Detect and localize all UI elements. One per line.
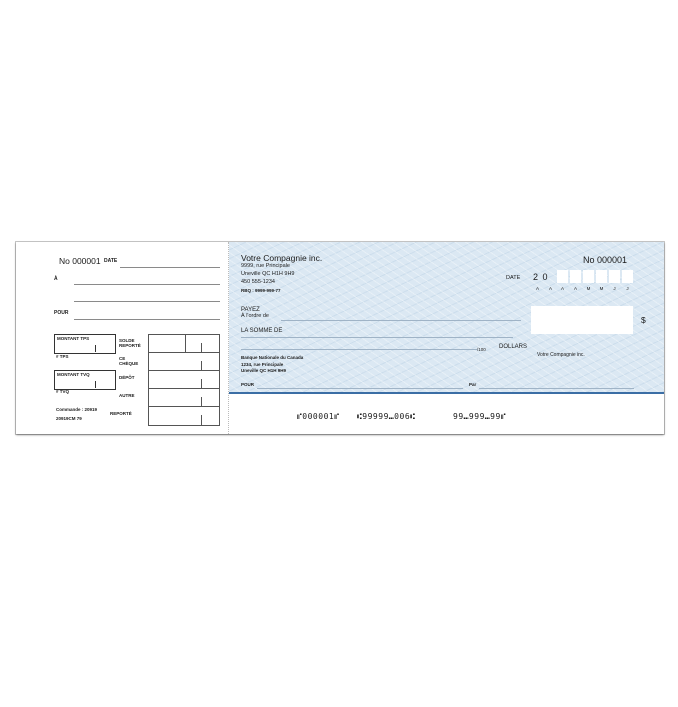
date-digit-box[interactable] xyxy=(570,270,581,283)
amount-words-line-2 xyxy=(241,349,477,350)
cheque-document xyxy=(16,242,664,434)
ledger-row-divider xyxy=(149,406,219,407)
stub-to-line-1 xyxy=(74,284,220,285)
cheque-number: No 000001 xyxy=(583,255,628,265)
payee-line xyxy=(281,320,521,321)
micr-zone xyxy=(229,394,664,434)
micr-cheque-number: ⑈000001⑈ xyxy=(297,412,340,421)
date-letter: A xyxy=(573,286,577,291)
ledger-other-label: AUTRE xyxy=(119,393,135,398)
stub-for-line xyxy=(74,319,220,320)
ledger-cents-divider xyxy=(201,361,202,370)
company-phone: 450 555-1234 xyxy=(241,279,275,285)
micr-account-number: 99⑉999⑉99⑈ xyxy=(453,412,507,421)
ledger-row-divider xyxy=(149,352,219,353)
date-letter: A xyxy=(560,286,564,291)
micr-transit-number: ⑆99999⑉006⑆ xyxy=(357,412,416,421)
currency-symbol: $ xyxy=(641,315,646,325)
date-digit-box[interactable] xyxy=(557,270,568,283)
date-digit-box[interactable] xyxy=(609,270,620,283)
stub-for-label: POUR xyxy=(54,310,69,316)
company-name: Votre Compagnie inc. xyxy=(241,253,323,263)
bank-name: Banque Nationale du Canada xyxy=(241,355,304,360)
stub-number: No 000001 xyxy=(59,256,101,266)
date-letter: A xyxy=(535,286,539,291)
pay-label: PAYEZ xyxy=(241,307,260,313)
company-rbq: RBQ : 9999-999-77 xyxy=(241,288,281,293)
qst-amount-box[interactable] xyxy=(54,370,116,390)
company-address-2: Uneville QC H1H 9H9 xyxy=(241,271,295,277)
date-century: 2 0 xyxy=(533,272,549,282)
sum-label: LA SOMME DE xyxy=(241,328,283,334)
ledger-cents-divider xyxy=(201,343,202,352)
amount-box[interactable] xyxy=(531,306,633,334)
ledger-col-divider xyxy=(185,335,186,352)
qst-number-label: # TVQ xyxy=(56,389,70,394)
dollars-label: DOLLARS xyxy=(499,344,528,350)
bank-address-2: Uneville QC H1H 9H9 xyxy=(241,368,287,373)
memo-line xyxy=(257,388,463,389)
date-digit-box[interactable] xyxy=(596,270,607,283)
ledger-cents-divider xyxy=(201,415,202,425)
ledger-cents-divider xyxy=(201,397,202,406)
qst-amount-label: MONTANT TVQ xyxy=(57,372,90,377)
date-letter: A xyxy=(548,286,552,291)
stub-to-label: À xyxy=(54,276,58,282)
ledger-balance-forward-label: SOLDE REPORTÉ xyxy=(119,338,141,349)
ledger-this-cheque-label: CE CHÈQUE xyxy=(119,356,139,367)
cents-label: /100 xyxy=(477,347,486,352)
gst-amount-label: MONTANT TPS xyxy=(57,336,90,341)
signature-by-label: Par xyxy=(469,382,477,387)
date-letter: J xyxy=(626,286,629,291)
date-letter: M xyxy=(599,286,604,291)
gst-amount-box[interactable] xyxy=(54,334,116,354)
date-letter: J xyxy=(613,286,616,291)
gst-cents-divider xyxy=(95,345,96,352)
cheque-body xyxy=(229,242,664,394)
date-label: DATE xyxy=(506,275,521,281)
memo-label: POUR xyxy=(241,382,255,387)
date-letter: M xyxy=(586,286,591,291)
stub-date-line xyxy=(120,267,220,268)
order-code: 20919CM 79 xyxy=(56,416,82,421)
date-digit-box[interactable] xyxy=(622,270,633,283)
gst-number-label: # TPS xyxy=(56,354,69,359)
qst-cents-divider xyxy=(95,381,96,388)
date-digit-box[interactable] xyxy=(583,270,594,283)
stub-date-label: DATE xyxy=(104,258,118,264)
amount-words-line xyxy=(241,337,513,338)
company-address-1: 9999, rue Principale xyxy=(241,263,290,269)
ledger-cents-divider xyxy=(201,379,202,388)
ledger-deposit-label: DÉPÔT xyxy=(119,375,135,380)
ledger-carried-forward-label: REPORTÉ xyxy=(110,411,132,416)
cheque-stub xyxy=(16,242,228,434)
signature-company: Votre Compagnie inc. xyxy=(537,352,585,358)
stub-to-line-2 xyxy=(74,301,220,302)
ledger-grid[interactable] xyxy=(148,334,220,426)
ledger-row-divider xyxy=(149,370,219,371)
order-of-label: À l'ordre de xyxy=(241,313,269,319)
signature-line xyxy=(479,388,634,389)
ledger-row-divider xyxy=(149,388,219,389)
order-label: Commande : 20919 xyxy=(56,407,98,412)
bank-address-1: 1234, rue Principale xyxy=(241,362,284,367)
